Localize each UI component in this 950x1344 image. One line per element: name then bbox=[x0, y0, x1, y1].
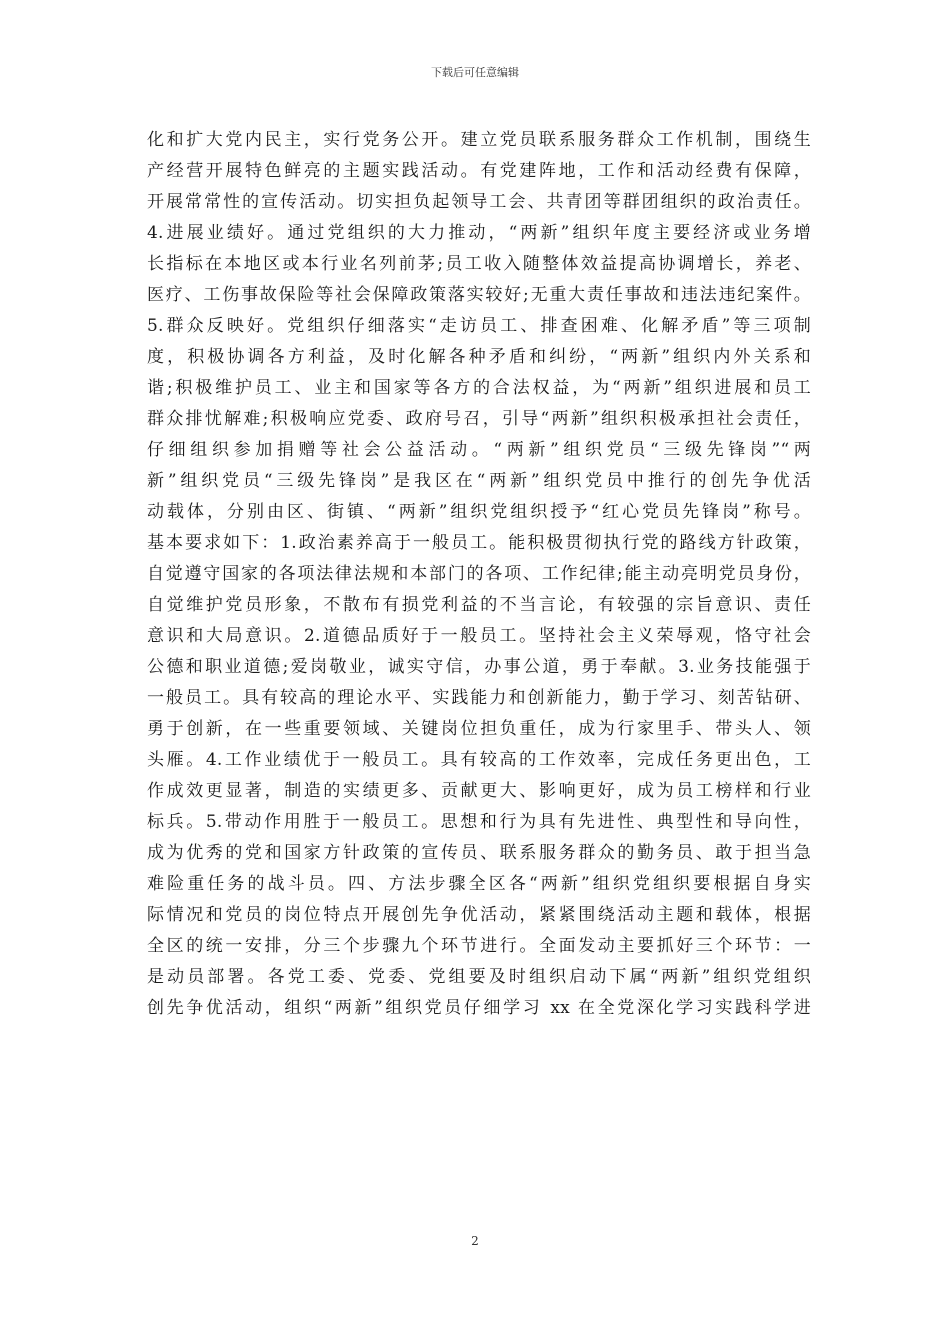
text-line: 难险重任务的战斗员。四、方法步骤全区各“两新”组织党组织要根据自身实 bbox=[147, 874, 811, 894]
text-line: 医疗、工伤事故保险等社会保障政策落实较好;无重大责任事故和违法违纪案件。 bbox=[147, 285, 811, 305]
text-line: 自觉维护党员形象，不散布有损党利益的不当言论，有较强的宗旨意识、责任 bbox=[147, 595, 811, 615]
text-line: 是动员部署。各党工委、党委、党组要及时组织启动下属“两新”组织党组织 bbox=[147, 967, 811, 987]
text-line: 一般员工。具有较高的理论水平、实践能力和创新能力，勤于学习、刻苦钻研、 bbox=[147, 688, 811, 708]
text-line: 际情况和党员的岗位特点开展创先争优活动，紧紧围绕活动主题和载体，根据 bbox=[147, 905, 811, 925]
text-line: 群众排忧解难;积极响应党委、政府号召，引导“两新”组织积极承担社会责任， bbox=[147, 409, 811, 429]
text-line: 基本要求如下：1.政治素养高于一般员工。能积极贯彻执行党的路线方针政策， bbox=[147, 533, 811, 553]
text-line: 成为优秀的党和国家方针政策的宣传员、联系服务群众的勤务员、敢于担当急 bbox=[147, 843, 811, 863]
text-line: 5.群众反映好。党组织仔细落实“走访员工、排查困难、化解矛盾”等三项制 bbox=[147, 316, 811, 336]
text-line: 长指标在本地区或本行业名列前茅;员工收入随整体效益提高协调增长，养老、 bbox=[147, 254, 811, 274]
text-line: 作成效更显著，制造的实绩更多、贡献更大、影响更好，成为员工榜样和行业 bbox=[147, 781, 811, 801]
text-line: 创先争优活动，组织“两新”组织党员仔细学习 xx 在全党深化学习实践科学进 bbox=[147, 998, 811, 1018]
text-line: 公德和职业道德;爱岗敬业，诚实守信，办事公道，勇于奉献。3.业务技能强于 bbox=[147, 657, 811, 677]
page-number: 2 bbox=[471, 1234, 479, 1248]
text-line: 化和扩大党内民主，实行党务公开。建立党员联系服务群众工作机制，围绕生 bbox=[147, 130, 811, 150]
text-line: 全区的统一安排，分三个步骤九个环节进行。全面发动主要抓好三个环节：一 bbox=[147, 936, 811, 956]
text-line: 4.进展业绩好。通过党组织的大力推动，“两新”组织年度主要经济或业务增 bbox=[147, 223, 811, 243]
page-header: 下载后可任意编辑 bbox=[431, 66, 519, 79]
text-line: 动载体，分别由区、街镇、“两新”组织党组织授予“红心党员先锋岗”称号。 bbox=[147, 502, 811, 522]
text-line: 标兵。5.带动作用胜于一般员工。思想和行为具有先进性、典型性和导向性， bbox=[147, 812, 811, 832]
text-line: 度，积极协调各方利益，及时化解各种矛盾和纠纷，“两新”组织内外关系和 bbox=[147, 347, 811, 367]
body-text bbox=[147, 125, 811, 1024]
text-line: 产经营开展特色鲜亮的主题实践活动。有党建阵地，工作和活动经费有保障， bbox=[147, 161, 811, 181]
text-line: 自觉遵守国家的各项法律法规和本部门的各项、工作纪律;能主动亮明党员身份， bbox=[147, 564, 811, 584]
text-line: 意识和大局意识。2.道德品质好于一般员工。坚持社会主义荣辱观，恪守社会 bbox=[147, 626, 811, 646]
text-line: 新”组织党员“三级先锋岗”是我区在“两新”组织党员中推行的创先争优活 bbox=[147, 471, 811, 491]
text-line: 谐;积极维护员工、业主和国家等各方的合法权益，为“两新”组织进展和员工 bbox=[147, 378, 811, 398]
text-line: 仔细组织参加捐赠等社会公益活动。“两新”组织党员“三级先锋岗”“两 bbox=[147, 440, 811, 460]
text-line: 头雁。4.工作业绩优于一般员工。具有较高的工作效率，完成任务更出色，工 bbox=[147, 750, 811, 770]
text-line: 勇于创新，在一些重要领域、关键岗位担负重任，成为行家里手、带头人、领 bbox=[147, 719, 811, 739]
text-line: 开展常常性的宣传活动。切实担负起领导工会、共青团等群团组织的政治责任。 bbox=[147, 192, 811, 212]
